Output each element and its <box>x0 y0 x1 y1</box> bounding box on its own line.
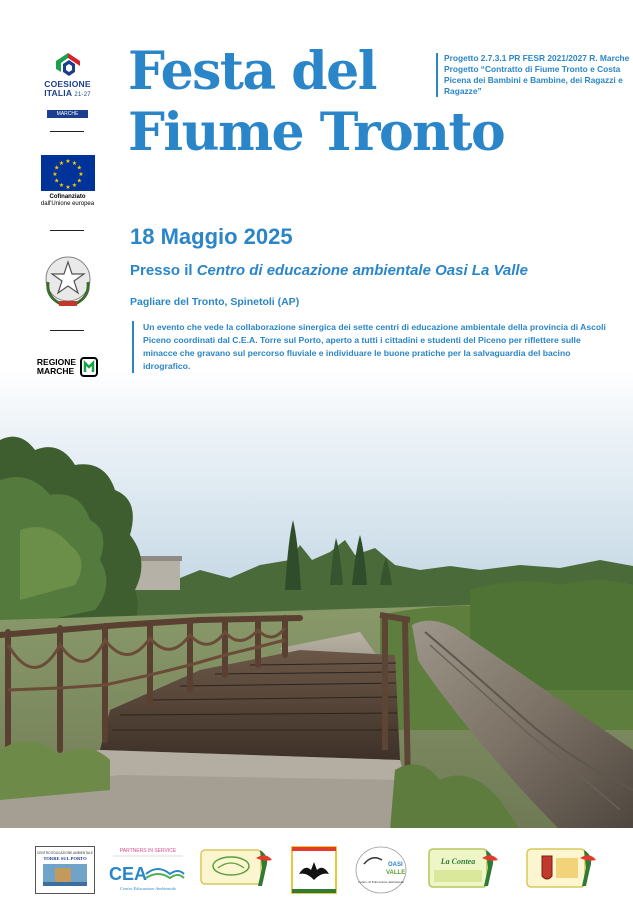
partner-logo-7 <box>526 846 598 892</box>
regione-marche-mark <box>37 357 98 377</box>
eu-caption-2: dall'Unione europea <box>40 201 95 207</box>
coesione-line2: ITALIA <box>44 88 72 98</box>
svg-text:★: ★ <box>71 159 77 167</box>
cea-name: CEA <box>108 864 148 884</box>
regione-marche-icon <box>80 357 98 377</box>
eu-caption-1: Cofinanziato <box>49 194 86 200</box>
oasi-line2: VALLE <box>386 870 406 876</box>
coesione-region: MARCHE <box>47 110 89 118</box>
svg-text:★: ★ <box>71 182 77 190</box>
partner-logo-3 <box>200 846 274 892</box>
svg-text:★: ★ <box>58 182 64 190</box>
divider <box>50 330 84 331</box>
coesione-line2-wrap <box>0 89 135 100</box>
divider <box>50 131 84 132</box>
svg-text:★: ★ <box>77 171 84 178</box>
coesione-mark-icon <box>55 52 81 80</box>
svg-text:★: ★ <box>53 164 59 172</box>
svg-text:★: ★ <box>58 159 64 167</box>
svg-text:★: ★ <box>76 177 82 185</box>
venue-prefix: Presso il <box>130 262 193 279</box>
event-venue <box>130 262 528 279</box>
project-reference: Progetto 2.7.3.1 PR FESR 2021/2027 R. Marche Progetto “Contratto di Fiume Tronto e Costa Picena dei Bambini e Bambine, dei Ragazzi e Ragazze” <box>436 53 633 97</box>
cea-tagline: Centro Educazione Ambientale <box>120 886 176 891</box>
republic-emblem-icon <box>41 252 95 310</box>
regione-line2: MARCHE <box>36 366 75 376</box>
partner-logo-4 <box>291 846 337 892</box>
oasi-caption: Centro di Educazione Ambientale <box>358 880 404 884</box>
partner-oasi-la-valle <box>354 846 408 892</box>
river-park-photo <box>0 370 633 830</box>
cea-header: PARTNERS IN SERVICE <box>119 848 177 854</box>
event-date: 18 Maggio 2025 <box>130 224 293 249</box>
coesione-years: 21-27 <box>74 92 91 98</box>
event-description: Un evento che vede la collaborazione sinergica dei sette centri di educazione ambientale della provincia di Ascoli Piceno coordinati dal C.E.A. Torre sul Porto, aperto a tutti i cittadini e studenti del Piceno per riflettere sulle minacce che gravano sul percorso fluviale e individuare le buone pratiche per la salvaguardia del bacino idrografico. <box>132 321 613 373</box>
title-line1: Festa del <box>128 41 376 102</box>
eu-logo <box>0 155 135 208</box>
partner-la-contea <box>428 846 500 892</box>
partner-cea <box>108 846 188 892</box>
italian-republic-emblem <box>0 252 135 310</box>
regione-text <box>37 358 76 376</box>
svg-text:★: ★ <box>51 171 58 178</box>
title-line2: Fiume Tronto <box>128 102 505 163</box>
partner-logos <box>0 828 633 900</box>
oasi-line1: OASI <box>388 862 403 868</box>
svg-text:★: ★ <box>64 184 71 191</box>
svg-text:★: ★ <box>76 164 82 172</box>
torre-name: TORRE SUL PORTO <box>43 856 87 861</box>
coesione-italia-logo <box>0 52 135 119</box>
regione-marche-logo <box>0 350 135 377</box>
coesione-line1: COESIONE <box>44 79 91 89</box>
event-location: Pagliare del Tronto, Spinetoli (AP) <box>130 296 300 308</box>
eu-caption <box>0 194 135 208</box>
regione-line1: REGIONE <box>36 357 77 367</box>
venue-name: Centro di educazione ambientale Oasi La Valle <box>196 262 528 279</box>
torre-line1: CENTRO EDUCAZIONE AMBIENTALE <box>37 851 93 855</box>
contea-name: La Contea <box>440 857 476 866</box>
eu-flag-icon <box>41 155 95 191</box>
svg-text:★: ★ <box>64 158 71 165</box>
svg-text:★: ★ <box>53 177 59 185</box>
divider <box>50 230 84 231</box>
partner-torre-sul-porto <box>35 846 95 892</box>
